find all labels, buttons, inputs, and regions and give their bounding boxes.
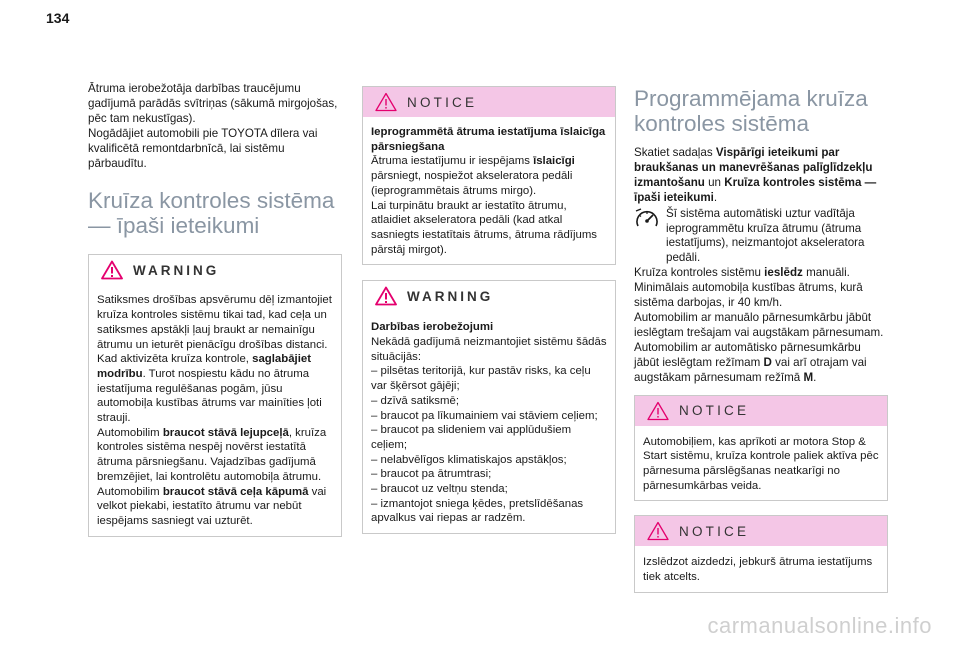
- text: Skatiet sadaļas: [634, 146, 716, 159]
- notice-paragraph: Izslēdzot aizdedzi, jebkurš ātruma iestatījums tiek atcelts.: [643, 556, 873, 584]
- notice-title: NOTICE: [407, 94, 478, 110]
- column-middle: [362, 86, 616, 534]
- list-item: – braucot pa slideniem vai applūdušiem ceļiem;: [371, 424, 572, 451]
- column-right: [634, 86, 888, 593]
- bold-text: braucot stāvā lejupceļā: [162, 426, 289, 439]
- notice-box: [362, 86, 616, 265]
- text: .: [713, 190, 718, 204]
- watermark: carmanualsonline.info: [707, 613, 932, 638]
- list-item: – braucot pa līkumainiem vai stāviem ceļiem;: [371, 409, 598, 422]
- intro-paragraph-1: Ātruma ierobežotāja darbības traucējumu gadījumā parādās svītriņas (sākumā mirgojošas, pēc tam nekustīgas).: [88, 82, 338, 125]
- warning-paragraph: Satiksmes drošības apsvērumu dēļ izmantojiet kruīza kontroles sistēmu tikai tad, kad ceļa un satiksmes apstākļi ļauj braukt ar nemainīgu ātrumu un ieturēt pienācīgu drošības distanci.: [97, 294, 332, 351]
- notice-title: NOTICE: [679, 403, 750, 418]
- notice-bold-title: [371, 125, 607, 154]
- notice-paragraph: [371, 154, 607, 198]
- text: .: [813, 370, 817, 384]
- warning-box: [88, 254, 342, 536]
- bold-text: Vispārīgi ieteikumi par braukšanas un manevrēšanas palīglīdzekļu izmantošanu: [634, 146, 873, 189]
- warning-bold-title: [371, 320, 607, 335]
- warning-body: [89, 285, 341, 535]
- text: Automobilim ar automātisko pārnesumkārbu jābūt ieslēgtam režīmam: [634, 340, 861, 369]
- notice-body: [635, 546, 887, 591]
- notice-title: NOTICE: [679, 523, 750, 539]
- warning-intro: Nekādā gadījumā neizmantojiet sistēmu šādās situācijās:: [371, 336, 607, 363]
- notice-header: [363, 87, 615, 117]
- column-left: [88, 82, 342, 537]
- warning-triangle-icon: [375, 286, 397, 306]
- notice-header: [635, 396, 887, 426]
- notice-body: [363, 117, 615, 264]
- notice-box: [634, 515, 888, 592]
- notice-header: [635, 516, 887, 546]
- text: Automobilim: [97, 485, 163, 498]
- list-item: – braucot uz veltņu stenda;: [371, 483, 508, 496]
- text: un: [704, 175, 725, 189]
- cruise-description: [634, 207, 888, 267]
- paragraph-manual-gearbox: Automobilim ar manuālo pārnesumkārbu jābūt ieslēgtam trešajam vai augstākam pārnesumam.: [634, 310, 884, 339]
- bold-text: M: [803, 370, 814, 384]
- text: pārsniegt, nospiežot akseleratora pedāli (ieprogrammētais ātrums mirgo).: [371, 170, 573, 197]
- warning-paragraph: [97, 352, 333, 426]
- list-item: – izmantojot sniega ķēdes, pretslīdēšanas apvalkus vai riepas ar radzēm.: [371, 497, 584, 525]
- text: vai arī otrajam vai augstākam pārnesumam režīmā: [634, 355, 867, 384]
- bold-text: Ieprogrammētā ātruma iestatījuma īslaicīga pārsniegšana: [371, 126, 606, 153]
- list-item: – pilsētas teritorijā, kur pastāv risks, ka ceļu var šķērsot gājēji;: [371, 365, 591, 393]
- paragraph-min-speed: Minimālais automobiļa kustības ātrums, kurā sistēma darbojas, ir 40 km/h.: [634, 281, 863, 310]
- bold-text: īslaicīgi: [533, 155, 575, 168]
- bold-text: saglabājiet modrību: [97, 353, 312, 380]
- list-item: – nelabvēlīgos klimatiskajos apstākļos;: [371, 453, 567, 466]
- reference-paragraph: [634, 146, 888, 206]
- cruise-control-icon: [634, 207, 660, 233]
- paragraph-auto-gearbox: [634, 341, 888, 386]
- text: manuāli.: [802, 266, 850, 280]
- warning-body: [363, 311, 615, 533]
- section-heading-cruise-tips: Kruīza kontroles sistēma — īpaši ieteikumi: [88, 188, 335, 239]
- text: Automobilim: [97, 426, 163, 439]
- text: vai velkot piekabi, iestatīto ātrumu var nebūt iespējams sasniegt vai uzturēt.: [97, 485, 327, 527]
- bold-text: Kruīza kontroles sistēma — īpaši ieteikumi: [634, 175, 877, 204]
- warning-header: [363, 281, 615, 311]
- notice-triangle-icon: [647, 401, 669, 421]
- warning-paragraph: [97, 485, 333, 529]
- intro-paragraph-2: Nogādājiet automobili pie TOYOTA dīlera vai kvalificētā remontdarbnīcā, lai sistēmu pārbaudītu.: [88, 126, 318, 170]
- cruise-description-text: Šī sistēma automātiski uztur vadītāja ieprogrammētu kruīza ātrumu (ātruma iestatījums), neizmantojot akseleratora pedāli.: [666, 206, 865, 265]
- list-item: – dzīvā satiksmē;: [371, 394, 459, 407]
- text: , kruīza kontroles sistēma nespēj novērst iestatītā ātruma pārsniegšanu. Vajadzības gadījumā bremzējiet, lai kontrolētu automobiļa ātrumu.: [97, 426, 327, 483]
- text: Kad aktivizēta kruīza kontrole,: [97, 353, 253, 366]
- page-number: 134: [46, 10, 70, 26]
- notice-paragraph: Automobiļiem, kas aprīkoti ar motora Stop & Start sistēmu, kruīza kontrole paliek aktīva pēc pārnesuma pārslēgšanas neatkarīgi no pārnesumkārbas veida.: [643, 435, 879, 492]
- list-item: – braucot pa ātrumtrasi;: [371, 468, 492, 481]
- warning-paragraph: [97, 426, 333, 485]
- notice-triangle-icon: [647, 521, 669, 541]
- text: . Turot nospiestu kādu no ātruma iestatījuma regulēšanas pogām, jūsu automobiļa kustības ātrums var mainīties ļoti strauji.: [97, 367, 322, 425]
- bold-text: ieslēdz: [764, 266, 803, 280]
- warning-box: [362, 280, 616, 534]
- notice-box: [634, 395, 888, 502]
- bold-text: braucot stāvā ceļa kāpumā: [162, 485, 309, 498]
- paragraph-switch-on: [634, 266, 888, 281]
- text: Ātruma iestatījumu ir iespējams: [371, 155, 534, 168]
- bold-text: D: [763, 355, 772, 369]
- notice-body: [635, 426, 887, 501]
- notice-triangle-icon: [375, 92, 397, 112]
- section-heading-programmable-cruise: Programmējama kruīza kontroles sistēma: [634, 86, 868, 136]
- warning-triangle-icon: [101, 260, 123, 280]
- text: Kruīza kontroles sistēmu: [634, 266, 765, 280]
- warning-header: [89, 255, 341, 285]
- bold-text: Darbības ierobežojumi: [371, 321, 494, 334]
- warning-title: WARNING: [407, 288, 494, 304]
- notice-paragraph: Lai turpinātu braukt ar iestatīto ātrumu, atlaidiet akseleratora pedāli (kad atkal sasniegts iestatītais ātrums, ātruma rādījums pārstāj mirgot).: [371, 199, 597, 256]
- warning-title: WARNING: [133, 262, 220, 278]
